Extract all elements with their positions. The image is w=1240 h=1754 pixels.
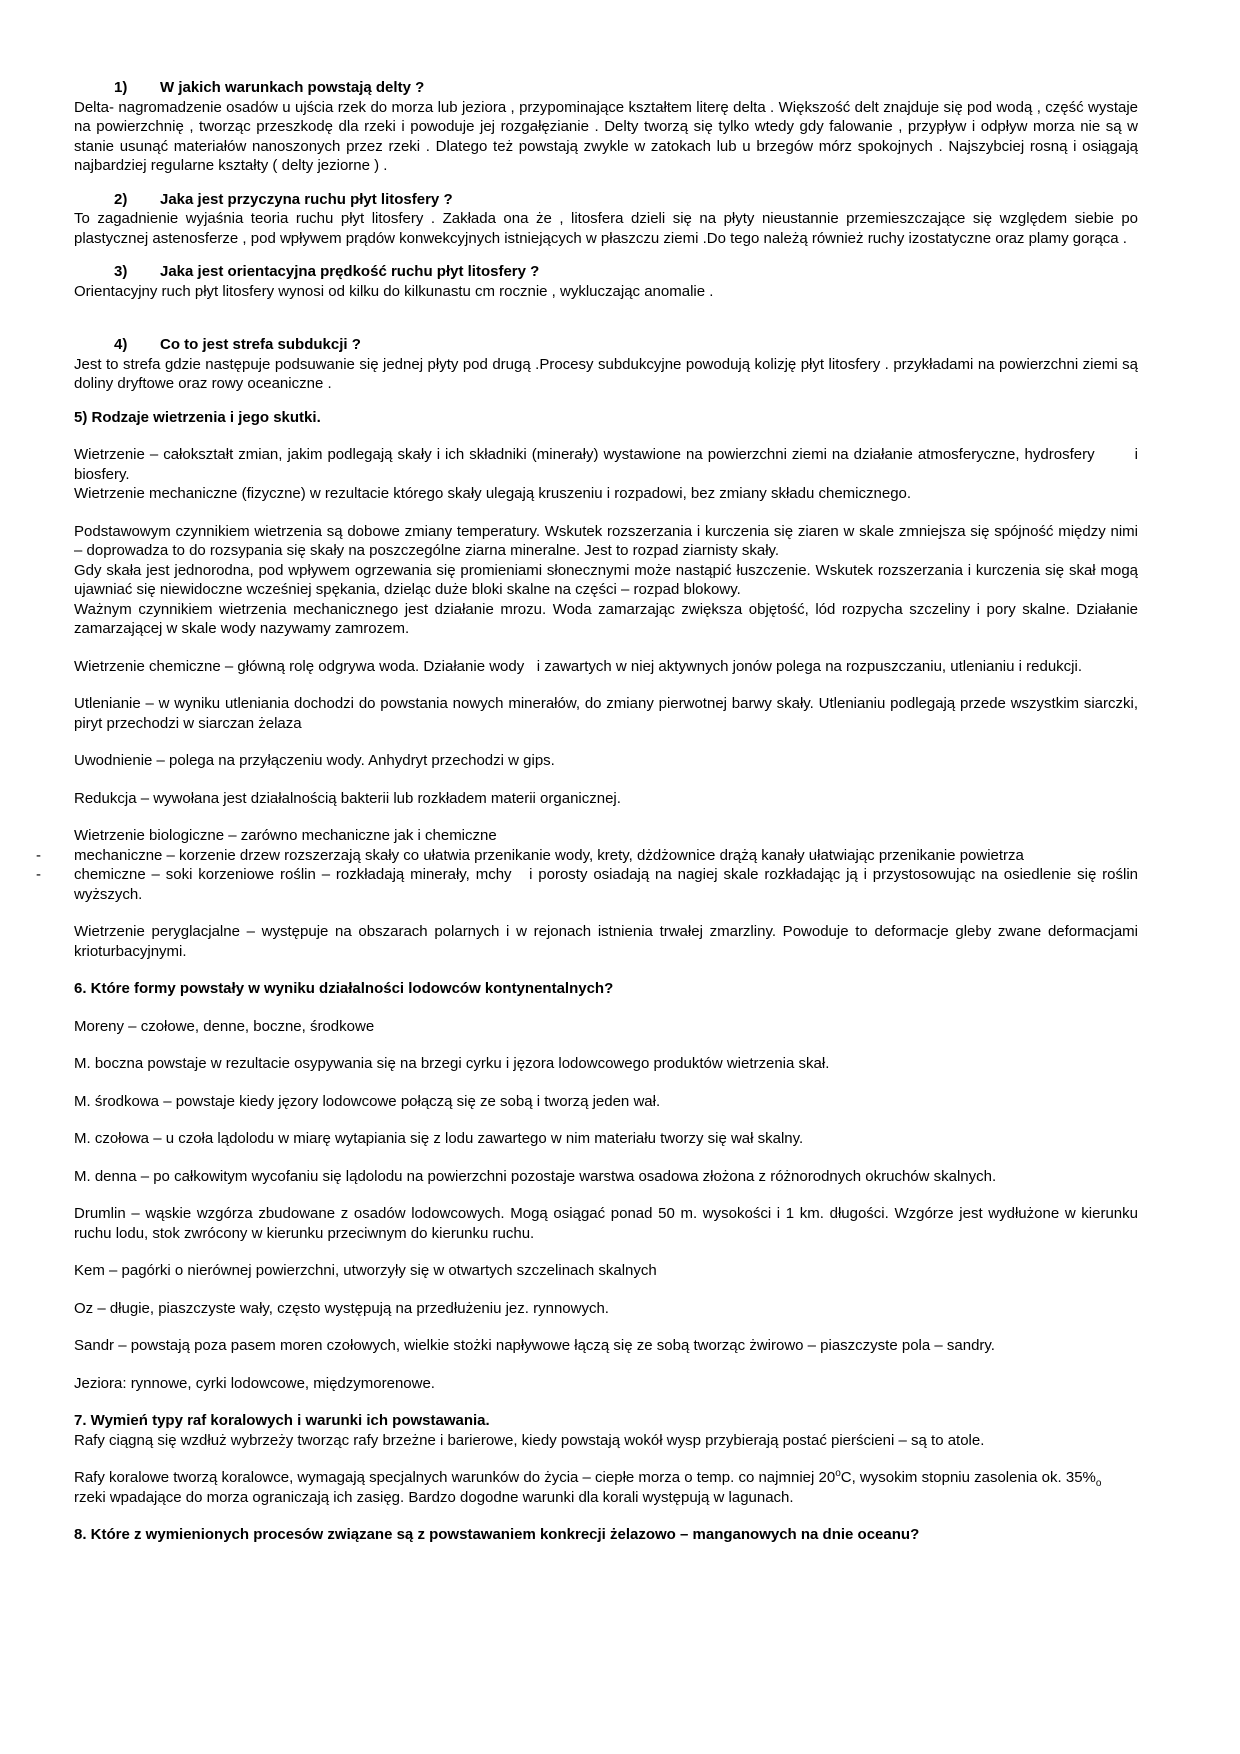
reef-types: Rafy ciągną się wzdłuż wybrzeży tworząc rafy brzeżne i barierowe, kiedy powstają wokół wysp przybierają postać pierścieni – są to atole.	[74, 1431, 985, 1449]
terminal-moraine: M. czołowa – u czoła lądolodu w miarę wytapiania się z lodu zawartego w nim materiału tworzy się wał skalny.	[74, 1130, 804, 1147]
question-1-answer: Delta- nagromadzenie osadów u ujścia rzek do morza lub jeziora , przypominające kształtem literę delta . Większość delt znajduje się pod wodą , część wystaje na powierzchnię , tworząc przeszkodę dla rzeki i powoduje jej rozgałęzianie . Delty tworzą się tylko wtedy gdy falowanie , przypływ i odpływ morza nie są w stanie usunąć materiałów nanoszonych przez rzeki . Dlatego też powstają zwykle w zatokach lub u brzegów mórz spokojnych . Najszybciej rosną i osiągają najbardziej regularne kształty ( delty jeziorne ) .	[74, 98, 1138, 174]
ground-moraine: M. denna – po całkowitym wycofaniu się lądolodu na powierzchni pozostaje warstwa osadowa złożona z różnorodnych okruchów skalnych.	[74, 1167, 997, 1185]
weathering-definition: Wietrzenie – całokształt zmian, jakim podlegają skały i ich składniki (minerały) wystawione na powierzchni ziemi na działanie atmosferyczne, hydrosfery i biosfery.	[74, 446, 1143, 483]
question-3-answer: Orientacyjny ruch płyt litosfery wynosi od kilku do kilkunastu cm rocznie , wykluczając anomalie .	[74, 282, 714, 300]
question-6-title: 6. Które formy powstały w wyniku działalności lodowców kontynentalnych?	[74, 980, 614, 997]
question-3-title: 3) Jaka jest orientacyjna prędkość ruchu płyt litosfery ?	[114, 263, 540, 280]
question-2-title: 2) Jaka jest przyczyna ruchu płyt litosfery ?	[114, 190, 453, 208]
question-4-answer: Jest to strefa gdzie następuje podsuwanie się jednej płyty pod drugą .Procesy subdukcyjne powodują kolizję płyt litosfery . przykładami na powierzchni ziemi są doliny dryftowe oraz rowy oceaniczne .	[74, 355, 1138, 392]
moraines: Moreny – czołowe, denne, boczne, środkowe	[74, 1017, 375, 1035]
chemical-weathering: Wietrzenie chemiczne – główną rolę odgrywa woda. Działanie wody i zawartych w niej aktywnych jonów polega na rozpuszczaniu, utlenianiu i redukcji.	[74, 657, 1083, 675]
esker: Oz – długie, piaszczyste wały, często występują na przedłużeniu jez. rynnowych.	[74, 1299, 609, 1317]
list-item	[36, 846, 1138, 866]
biological-chemical: chemiczne – soki korzeniowe roślin – rozkładają minerały, mchy i porosty osiadają na nagiej skale rozkładając ją i przystosowując na osiedlenie się roślin wyższych.	[74, 866, 1143, 903]
question-4-title: 4) Co to jest strefa subdukcji ?	[114, 336, 361, 353]
bullet-dash: -	[36, 866, 41, 883]
lakes: Jeziora: rynnowe, cyrki lodowcowe, międzymorenowe.	[74, 1374, 435, 1392]
frost-weathering: Ważnym czynnikiem wietrzenia mechanicznego jest działanie mrozu. Woda zamarzając zwiększa objętość, lód rozpycha szczeliny i pory skalne. Działanie zamarzającej w skale wody nazywamy zamrozem.	[74, 600, 1138, 637]
biological-weathering: Wietrzenie biologiczne – zarówno mechaniczne jak i chemiczne	[74, 827, 497, 844]
question-1-title: 1) W jakich warunkach powstają delty ?	[114, 79, 425, 96]
medial-moraine: M. środkowa – powstaje kiedy jęzory lodowcowe połączą się ze sobą i tworzą jeden wał.	[74, 1092, 661, 1110]
list-item	[36, 865, 1143, 904]
reef-conditions: Rafy koralowe tworzą koralowce, wymagają specjalnych warunków do życia – ciepłe morza o temp. co najmniej 20$^o$C, wysokim stopniu zasolenia ok. $35\%_o$	[74, 1468, 1102, 1489]
temperature-weathering: Podstawowym czynnikiem wietrzenia są dobowe zmiany temperatury. Wskutek rozszerzania i kurczenia się ziaren w skale zmniejsza się spójność między nimi – doprowadza to do rozsypania się skały na poszczególne ziarna mineralne. Jest to rozpad ziarnisty skały.	[74, 522, 1138, 559]
reef-limits: rzeki wpadające do morza ograniczają ich zasięg. Bardzo dogodne warunki dla korali występują w lagunach.	[74, 1488, 794, 1506]
sandur: Sandr – powstają poza pasem moren czołowych, wielkie stożki napływowe łączą się ze sobą tworząc żwirowo – piaszczyste pola – sandry.	[74, 1337, 995, 1354]
document-page	[36, 78, 1143, 1545]
bullet-dash: -	[36, 846, 41, 864]
question-5-title: 5) Rodzaje wietrzenia i jego skutki.	[74, 408, 321, 426]
mechanical-weathering: Wietrzenie mechaniczne (fizyczne) w rezultacie którego skały ulegają kruszeniu i rozpadowi, bez zmiany składu chemicznego.	[74, 485, 912, 502]
lateral-moraine: M. boczna powstaje w rezultacie osypywania się na brzegi cyrku i jęzora lodowcowego produktów wietrzenia skał.	[74, 1055, 830, 1072]
reduction: Redukcja – wywołana jest działalnością bakterii lub rozkładem materii organicznej.	[74, 789, 621, 807]
question-7-title: 7. Wymień typy raf koralowych i warunki ich powstawania.	[74, 1412, 490, 1429]
question-8-title: 8. Które z wymienionych procesów związane są z powstawaniem konkrecji żelazowo – manganowych na dnie oceanu?	[74, 1526, 920, 1543]
exfoliation: Gdy skała jest jednorodna, pod wpływem ogrzewania się promieniami słonecznymi może nastąpić łuszczenie. Wskutek rozszerzania i kurczenia się skał mogą ujawniać się niewidoczne wcześniej spękania, dzieląc duże bloki skalne na części – rozpad blokowy.	[74, 561, 1138, 598]
biological-mechanical: mechaniczne – korzenie drzew rozszerzają skały co ułatwia przenikanie wody, krety, dżdżownice drążą kanały ułatwiając przenikanie powietrza	[74, 846, 1024, 864]
oxidation: Utlenianie – w wyniku utleniania dochodzi do powstania nowych minerałów, do zmiany pierwotnej barwy skały. Utlenianiu podlegają przede wszystkim siarczki, piryt przechodzi w siarczan żelaza	[74, 695, 1138, 732]
hydration: Uwodnienie – polega na przyłączeniu wody. Anhydryt przechodzi w gips.	[74, 752, 555, 769]
question-2-answer: To zagadnienie wyjaśnia teoria ruchu płyt litosfery . Zakłada ona że , litosfera dzieli się na płyty nieustannie przemieszczające się względem siebie po plastycznej astenosferze , pod wpływem prądów konwekcyjnych istniejących w płaszczu ziemi .Do tego należą również ruchy izostatyczne oraz plamy gorąca .	[74, 210, 1138, 247]
periglacial-weathering: Wietrzenie peryglacjalne – występuje na obszarach polarnych i w rejonach istnienia trwałej zmarzliny. Powoduje to deformacje gleby zwane deformacjami krioturbacyjnymi.	[74, 923, 1138, 960]
drumlin: Drumlin – wąskie wzgórza zbudowane z osadów lodowcowych. Mogą osiągać ponad 50 m. wysokości i 1 km. długości. Wzgórze jest wydłużone w kierunku ruchu lodu, stok zwrócony w kierunku przeciwnym do kierunku ruchu.	[74, 1205, 1138, 1242]
kame: Kem – pagórki o nierównej powierzchni, utworzyły się w otwartych szczelinach skalnych	[74, 1262, 657, 1279]
